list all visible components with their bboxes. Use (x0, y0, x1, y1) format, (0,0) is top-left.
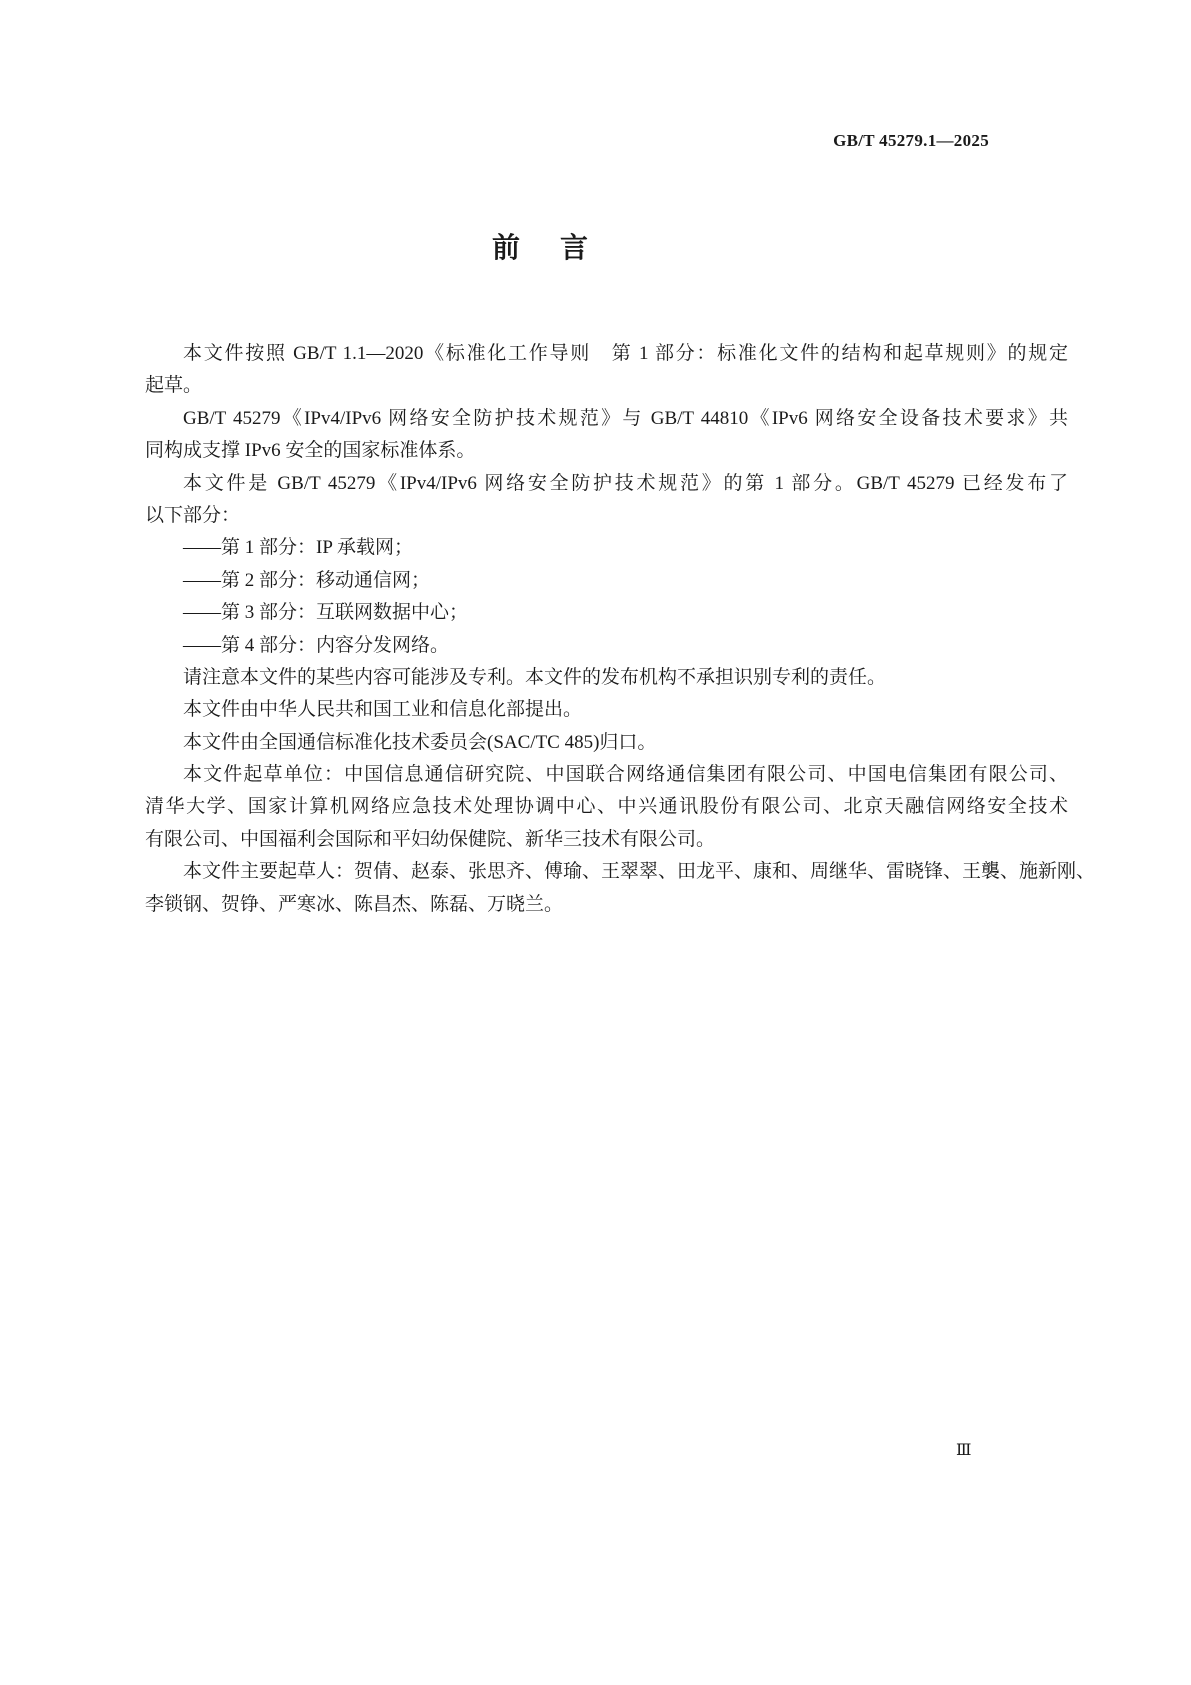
paragraph-line: 本文件起草单位：中国信息通信研究院、中国联合网络通信集团有限公司、中国电信集团有限公司、 (183, 764, 1068, 786)
paragraph-line: 本文件由全国通信标准化技术委员会(SAC/TC 485)归口。 (183, 731, 657, 753)
paragraph (145, 597, 1068, 629)
paragraph-line: ——第 2 部分：移动通信网； (183, 569, 431, 591)
paragraph (145, 759, 1068, 856)
paragraph-line: 清华大学、国家计算机网络应急技术处理协调中心、中兴通讯股份有限公司、北京天融信网络安全技术 (145, 796, 1068, 818)
paragraph-line: 李锁钢、贺铮、严寒冰、陈昌杰、陈磊、万晓兰。 (145, 893, 564, 915)
paragraph-line: 有限公司、中国福利会国际和平妇幼保健院、新华三技术有限公司。 (145, 828, 716, 850)
paragraph (145, 565, 1068, 597)
paragraph-line: 起草。 (145, 375, 203, 397)
document-code-header: GB/T 45279.1—2025 (833, 131, 989, 150)
paragraph-line: 同构成支撑 IPv6 安全的国家标准体系。 (145, 440, 476, 462)
paragraph-line: 本文件是 GB/T 45279《IPv4/IPv6 网络安全防护技术规范》的第 1 部分。GB/T 45279 已经发布了 (183, 472, 1068, 494)
paragraph-line: 本文件由中华人民共和国工业和信息化部提出。 (183, 699, 583, 721)
paragraph (145, 338, 1068, 403)
foreword-body (145, 338, 1096, 921)
paragraph-line: ——第 4 部分：内容分发网络。 (183, 634, 450, 656)
paragraph (145, 662, 1068, 694)
paragraph (145, 856, 1096, 921)
paragraph (145, 403, 1068, 468)
paragraph-line: 本文件按照 GB/T 1.1—2020《标准化工作导则 第 1 部分：标准化文件的结构和起草规则》的规定 (183, 343, 1068, 364)
paragraph-line: ——第 3 部分：互联网数据中心； (183, 602, 469, 624)
paragraph (145, 694, 1068, 726)
paragraph (145, 532, 1068, 564)
paragraph-line: 本文件主要起草人：贺倩、赵泰、张思齐、傅瑜、王翠翠、田龙平、康和、周继华、雷晓锋、王襲、施新刚、 (183, 861, 1096, 883)
paragraph-line: GB/T 45279《IPv4/IPv6 网络安全防护技术规范》与 GB/T 44810《IPv6 网络安全设备技术要求》共 (183, 407, 1068, 429)
paragraph (145, 630, 1068, 662)
page-number: Ⅲ (956, 1442, 972, 1459)
paragraph (145, 468, 1068, 533)
paragraph-line: 请注意本文件的某些内容可能涉及专利。本文件的发布机构不承担识别专利的责任。 (183, 666, 887, 688)
paragraph (145, 727, 1068, 759)
paragraph-line: ——第 1 部分：IP 承载网； (183, 537, 413, 559)
paragraph-line: 以下部分： (145, 504, 241, 526)
page-title: 前言 (491, 233, 628, 264)
